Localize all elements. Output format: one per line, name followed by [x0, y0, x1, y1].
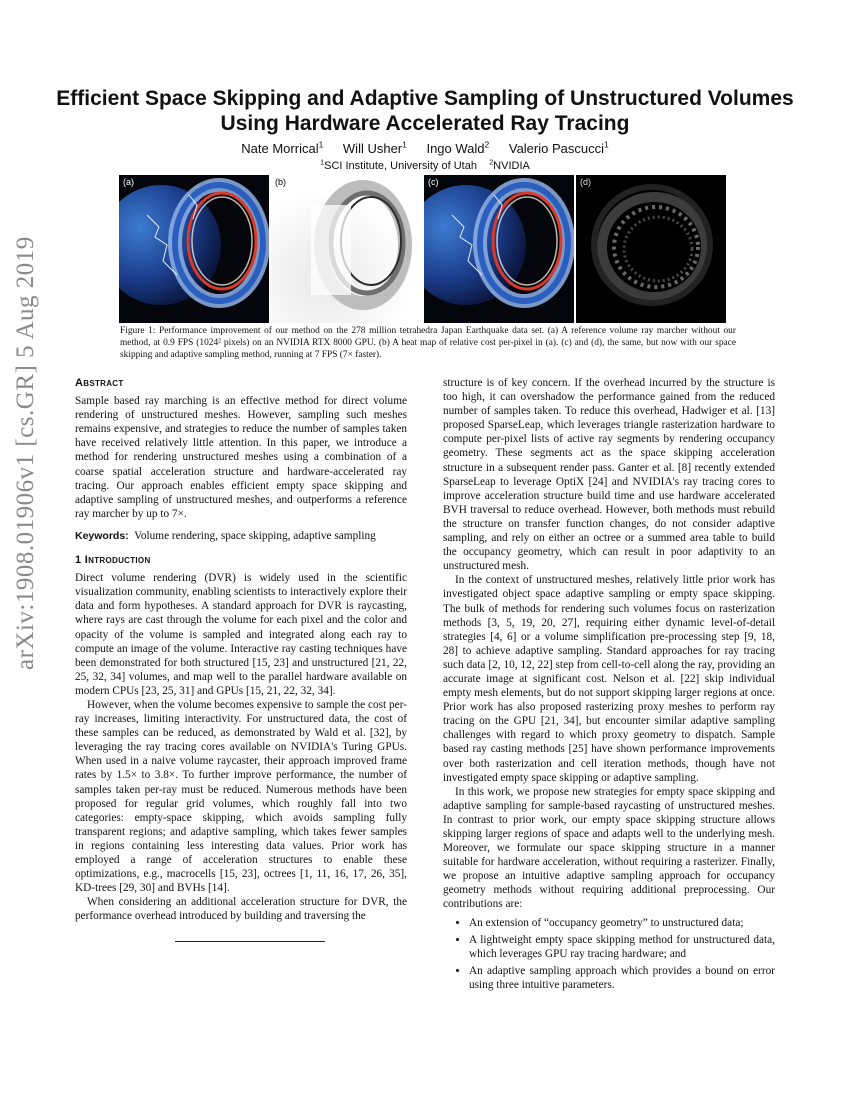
body-paragraph: In the context of unstructured meshes, relatively little prior work has investigated object space adaptive sampling or empty space skipping. The bulk of methods for rendering such volumes focus on rasterization methods [3, 5, 19, 20, 27], requiring either dynamic level-of-detail strategies [4, 6] or a volume simplification pre-processing step [9, 18, 28] to achieve adaptive sampling. Standard approaches for ray tracing such data [2, 10, 12, 22] step from cell-to-cell along the ray, providing an accurate image at significant cost. Nelson et al. [22] skip individual empty mesh elements, but do not support skipping larger regions at once. Prior work has also proposed rasterizing proxy meshes to perform ray tracing on the GPU [21, 34], but encounter similar adaptive sampling challenges with regard to which proxy geometry to dispatch. Sample based ray casting methods [25] have shown performance improvements over both rasterization and cell iteration methods, though have not investigated empty space skipping or adaptive sampling.	[443, 574, 775, 784]
heat-map-image	[271, 175, 421, 323]
list-item: • A lightweight empty space skipping method for unstructured data, which leverages GPU ray tracing hardware; and	[469, 933, 775, 961]
keywords: Keywords: Volume rendering, space skipping, adaptive sampling	[75, 529, 376, 542]
author: Valerio Pascucci$^1$	[508, 139, 609, 156]
right-column	[443, 376, 775, 995]
earthquake-render-image	[424, 175, 574, 323]
list-item: • An adaptive sampling approach which provides a bound on error using three intuitive parameters.	[469, 964, 775, 992]
panel-label: (b)	[275, 177, 286, 187]
abstract-text: Sample based ray marching is an effective method for direct volume rendering of unstructured meshes. However, sampling such meshes remains expensive, and strategies to reduce the number of samples taken have received relatively little attention. In this paper, we introduce a method for rendering unstructured meshes using a combination of a coarse spatial acceleration structure and hardware-accelerated ray tracing. Our approach enables efficient empty space skipping and adaptive sampling of unstructured meshes, and outperforms a reference ray marcher by up to 7×.	[75, 395, 407, 520]
author-list	[40, 141, 810, 156]
cost-map-image	[576, 175, 726, 323]
figure-panel-c	[424, 175, 574, 323]
figure-panel-a	[119, 175, 269, 323]
body-paragraph: structure is of key concern. If the overhead incurred by the structure is too high, it can overshadow the performance gained from the reduced number of samples taken. To reduce this overhead, Hadwiger et al. [13] proposed SparseLeap, which leverages triangle rasterization hardware to compute per-pixel lists of active ray segments by rendering occupancy geometry. These segments act as the space skipping acceleration structure in a subsequent render pass. Ganter et al. [8] recently extended SparseLeap to leverage OptiX [24] and NVIDIA's ray tracing cores to improve acceleration structure build time and use hardware accelerated BVH traversal to reduce overhead. However, both methods must rebuild the structure on transfer function changes, do not consider adaptive sampling, and rely on either an octree or a summed area table to build the occupancy geometry, which can result in poor adaptivity to an unstructured mesh.	[443, 377, 775, 573]
affiliations: $^1$SCI Institute, University of Utah $^2$NVIDIA	[320, 158, 530, 172]
contributions-list	[443, 916, 775, 992]
title-line-1: Efficient Space Skipping and Adaptive Sampling of Unstructured Volumes	[56, 87, 794, 110]
author: Ingo Wald$^2$	[426, 139, 490, 156]
left-column	[75, 376, 407, 923]
intro-paragraph: Direct volume rendering (DVR) is widely used in the scientific visualization community, enabling scientists to interactively explore their data and form hypotheses. A standard approach for DVR is raycasting, where rays are cast through the volume for each pixel and the color and opacity of the volume is sampled and integrated along each ray to compute an image of the volume. Interactive ray casting techniques have been demonstrated for both structured [15, 23] and unstructured [21, 22, 25, 32, 34] volumes, and map well to the parallel hardware available on modern CPUs [23, 25, 31] and GPUs [15, 21, 22, 32, 34].	[75, 572, 407, 697]
panel-label: (c)	[428, 177, 439, 187]
panel-label: (a)	[123, 177, 134, 187]
intro-paragraph: When considering an additional acceleration structure for DVR, the performance overhead introduced by building and traversing the	[75, 896, 407, 923]
body-paragraph: In this work, we propose new strategies for empty space skipping and adaptive sampling for sample-based raycasting of unstructured meshes. In contrast to prior work, our empty space skipping structure allows skipping larger regions of space and adapts well to the underlying mesh. Moreover, we formulate our space skipping structure in a manner suitable for hardware acceleration, without requiring a rasterizer. Finally, we propose an intuitive adaptive sampling approach for occupancy geometry methods without requiring additional preprocessing. Our contributions are:	[443, 785, 775, 911]
author: Nate Morrical$^1$	[241, 139, 324, 156]
figure-panel-d	[576, 175, 726, 323]
intro-heading: 1 Introduction	[75, 554, 151, 567]
intro-paragraph: However, when the volume becomes expensive to sample the cost per-ray increases, limiting interactivity. For unstructured data, the cost of these samples can be reduced, as demonstrated by Wald et al. [32], by leveraging the ray tracing cores available on NVIDIA's Turing GPUs. When used in a naive volume raycaster, their approach improved frame rates by 1.5× to 3.8×. To further improve performance, the number of samples taken per-ray must be reduced. Numerous methods have been proposed for regular grid volumes, which roughly fall into two categories: empty-space skipping, which avoids sampling fully transparent regions; and adaptive sampling, which takes fewer samples in regions containing less interesting data values. Prior work has employed a range of acceleration structures to enable these optimizations, e.g., macrocells [15, 23], octrees [1, 11, 16, 17, 26, 35], KD-trees [29, 30] and BVHs [14].	[75, 698, 407, 895]
earthquake-render-image	[119, 175, 269, 323]
figure-panel-b	[271, 175, 421, 323]
paper-title	[40, 86, 810, 136]
title-line-2: Using Hardware Accelerated Ray Tracing	[220, 112, 630, 135]
author: Will Usher$^1$	[342, 139, 407, 156]
abstract-heading: Abstract	[75, 377, 124, 389]
figure-caption: Figure 1: Performance improvement of our method on the 278 million tetrahedra Japan Earthquake data set. (a) A reference volume ray marcher without our method, at 0.9 FPS (1024² pixels) on an NVIDIA RTX 8000 GPU. (b) A heat map of relative cost per-pixel in (a). (c) and (d), the same, but now with our space skipping and adaptive sampling method, running at 7 FPS (7× faster).	[120, 326, 736, 360]
list-item: • An extension of “occupancy geometry” to unstructured data;	[469, 916, 775, 930]
panel-label: (d)	[580, 177, 591, 187]
arxiv-sidebar-stamp: arXiv:1908.01906v1 [cs.GR] 5 Aug 2019	[12, 236, 39, 670]
footnote-rule	[175, 941, 325, 942]
